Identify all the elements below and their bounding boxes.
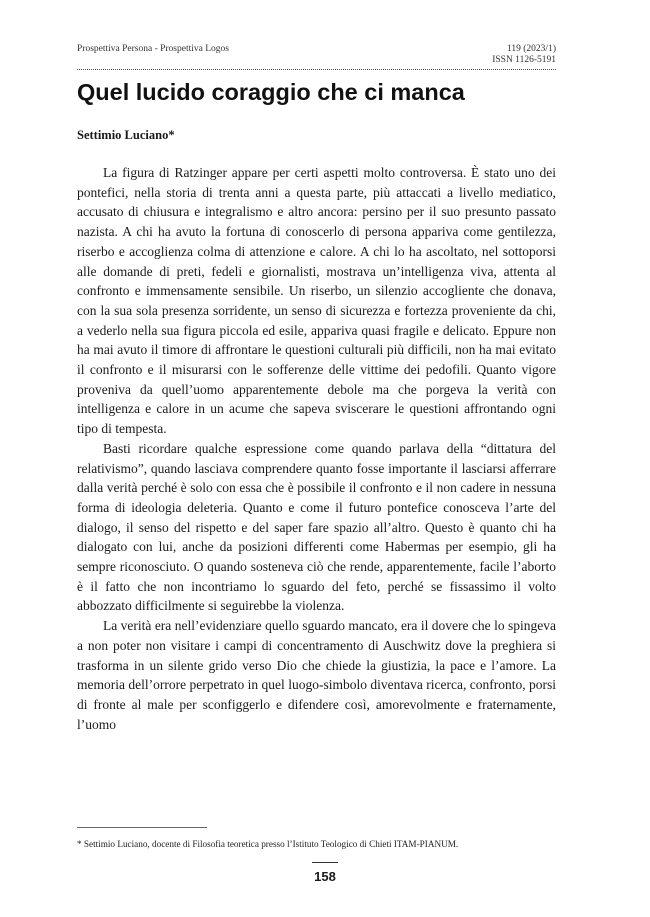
journal-name: Prospettiva Persona - Prospettiva Logos — [77, 44, 229, 54]
issue-number: 119 (2023/1) — [507, 44, 556, 54]
footnote-divider — [77, 827, 207, 828]
page-footer — [0, 862, 650, 886]
article-body — [77, 163, 556, 734]
header-divider — [77, 69, 556, 70]
footnote: * Settimio Luciano, docente di Filosofia teoretica presso l’Istituto Teologico di Chieti ITAM-PIANUM. — [77, 839, 459, 849]
paragraph: La figura di Ratzinger appare per certi aspetti molto controversa. È stato uno dei pontefici, nella storia di trenta anni a questa parte, più attaccati a livello mediatico, accusato di chiusura e integralismo e altro ancora: persino per il suo presunto passato nazista. A chi ha avuto la fortuna di conoscerlo di persona appariva come gentilezza, riserbo e accoglienza colma di attenzione e calore. A chi lo ha ascoltato, nel sottoporsi alle domande di preti, fedeli e giornalisti, mostrava un’intelligenza viva, attenta al confronto e immensamente sensibile. Un riserbo, un silenzio accogliente che donava, con la sua sola presenza sorridente, un senso di sicurezza e fortezza proveniente da chi, a vederlo nella sua figura piccola ed esile, appariva quasi fragile e delicato. Eppure non ha mai avuto il timore di affrontare le questioni culturali più difficili, non ha mai evitato il confronto e il misurarsi con le sofferenze delle vittime dei pedofili. Quanto vigore proveniva da quell’uomo apparentemente debole ma che porgeva la verità con intelligenza e calore in un acume che sapeva sviscerare le questioni affrontando ogni tipo di tempesta. — [77, 165, 556, 437]
issn: ISSN 1126-5191 — [492, 55, 556, 65]
article-title: Quel lucido coraggio che ci manca — [77, 79, 465, 105]
issue-info — [492, 44, 556, 66]
article-author: Settimio Luciano* — [77, 128, 175, 142]
paragraph: Basti ricordare qualche espressione come quando parlava della “dittatura del relativismo”, quando lasciava comprendere quanto fosse importante il lasciarsi afferrare dalla verità perché è solo con essa che è possibile il confronto e il non cadere in nessuna forma di ideologia deleteria. Quanto e come il futuro pontefice conosceva l’arte del dialogo, il senso del rispetto e del saper fare spazio all’altro. Questo è quanto chi ha dialogato con lui, anche da posizioni differenti come Habermas per esempio, gli ha sempre riconosciuto. O quando sosteneva ciò che rende, apparentemente, facile l’aborto è il fatto che non incontriamo lo sguardo del feto, perché se fissassimo il volto abbozzato difficilmente si seguirebbe la violenza. — [77, 440, 556, 614]
paragraph: La verità era nell’evidenziare quello sguardo mancato, era il dovere che lo spingeva a non poter non visitare i campi di concentramento di Auschwitz dove la preghiera si trasforma in un silente grido verso Dio che chiede la giustizia, la pace e l’amore. La memoria dell’orrore perpetrato in quel luogo-simbolo diventava ricerca, confronto, porsi di fronte al male per sconfiggerlo e difendere così, amorevolmente e fraternamente, l’uomo — [77, 618, 556, 732]
page-number: 158 — [312, 862, 338, 885]
